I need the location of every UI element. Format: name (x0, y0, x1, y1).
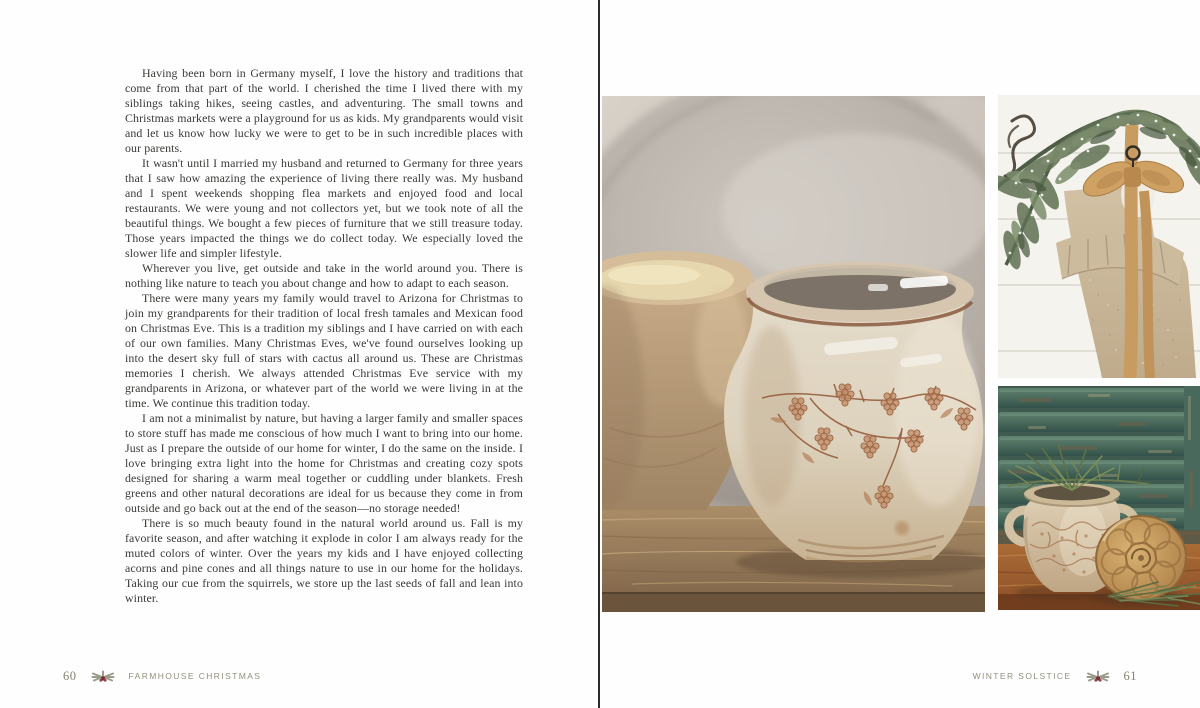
page-number-left: 60 (63, 668, 77, 683)
paragraph: I am not a minimalist by nature, but having a larger family and smaller spaces to store stuff has made me conscious of how much I want to bring into our home. Just as I prepare the outside of our home for winter, I do the same on the inside. I love bringing extra light into the home for Christmas and creating cozy spots designed for sharing a warm meal together or cuddling under blankets. Fresh greens and other natural decorations are ideal for us because they come in from outside and go back out at the end of the season—no storage needed! (125, 411, 523, 515)
running-head-right: WINTER SOLSTICE (972, 671, 1072, 681)
body-text (125, 66, 523, 606)
right-footer (973, 668, 1137, 684)
paragraph: There were many years my family would travel to Arizona for Christmas to join my grandparents for their tradition of local fresh tamales and Mexican food on Christmas Eve. This is a tradition my siblings and I have carried on with each of our own families. Many Christmas Eves, we've found ourselves looking up into the desert sky full of stars with cactus all around us. These are Christmas memories I cherish. We always attended Christmas Eve service with my grandparents in Arizona, or whatever part of the world we were living in at the time. We continue this tradition today. (125, 291, 523, 410)
paragraph: Having been born in Germany myself, I love the history and traditions that come from that part of the world. I cherished the time I lived there with my siblings taking hikes, seeing castles, and adventuring. The small towns and Christmas markets were a playground for us as kids. My grandparents would visit and let us know how lucky we were to get to be in such incredible places with our parents. (125, 66, 523, 155)
left-footer (63, 668, 261, 684)
photo-crock-mold-shutters (998, 386, 1200, 610)
book-spine-line (598, 0, 600, 708)
holly-ornament-icon (1085, 669, 1111, 684)
holly-ornament-icon (90, 669, 116, 684)
photo-stocking-garland (998, 95, 1200, 378)
paragraph: There is so much beauty found in the natural world around us. Fall is my favorite season, and after watching it explode in color I am always ready for the muted colors of winter. Over the years my kids and I have enjoyed collecting acorns and pine cones and all things nature to use in our home for the holidays. Taking our cue from the squirrels, we store up the last seeds of fall and lean into winter. (125, 516, 523, 605)
running-head-left: FARMHOUSE CHRISTMAS (128, 671, 262, 681)
paragraph: Wherever you live, get outside and take in the world around you. There is nothing like nature to teach you about change and how to adapt to each season. (125, 261, 523, 290)
paragraph: It wasn't until I married my husband and returned to Germany for three years that I saw how amazing the experience of living there really was. My husband and I spent weekends shopping flea markets and enjoyed food and local restaurants. We were young and not collectors yet, but we took note of all the beautiful things. We bought a few pieces of furniture that we still treasure today. Those years impacted the things we do collect today. We especially loved the slower life and simpler lifestyle. (125, 156, 523, 260)
page-number-right: 61 (1123, 668, 1137, 683)
photo-pottery-crock (602, 96, 985, 612)
